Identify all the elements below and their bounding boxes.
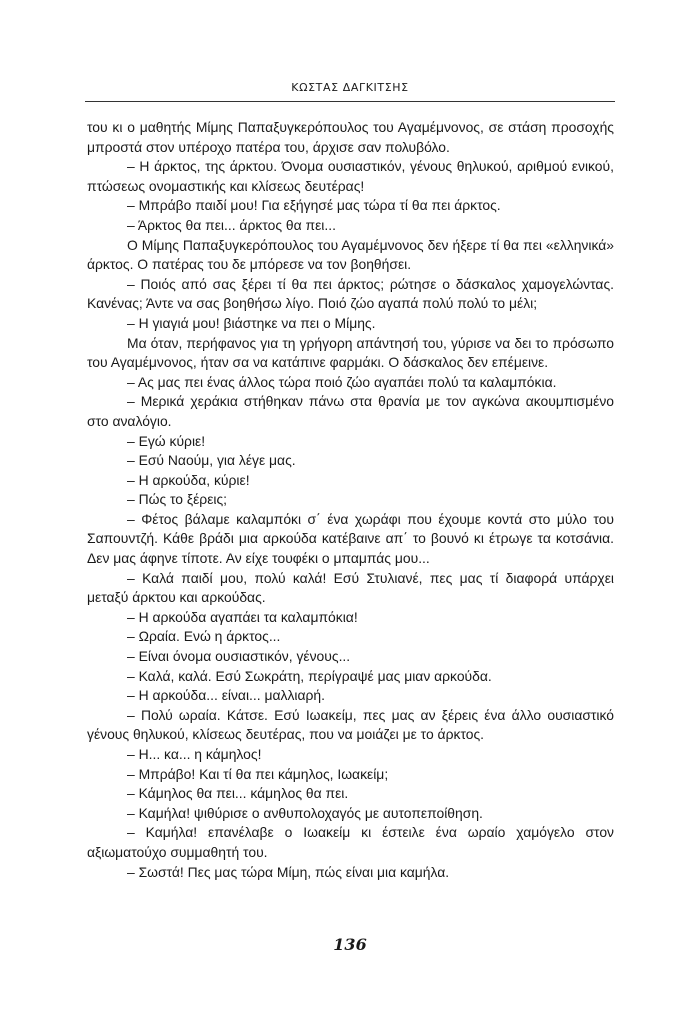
- paragraph: – Είναι όνομα ουσιαστικόν, γένους...: [127, 648, 351, 665]
- paragraph: – Άρκτος θα πει... άρκτος θα πει...: [127, 216, 336, 233]
- paragraph: – Εγώ κύριε!: [127, 432, 206, 449]
- paragraph: – Πολύ ωραία. Κάτσε. Εσύ Ιωακείμ, πες μας αν ξέρεις ένα άλλο ουσιαστικό γένους θηλυκού, κλίσεως δευτέρας, που να μοιάζει με το άρκτος.: [87, 706, 614, 743]
- paragraph: – Καλά, καλά. Εσύ Σωκράτη, περίγραψέ μας μιαν αρκούδα.: [127, 667, 492, 684]
- paragraph: – Ας μας πει ένας άλλος τώρα ποιό ζώο αγαπάει πολύ τα καλαμπόκια.: [127, 373, 557, 390]
- header-rule: [85, 101, 615, 102]
- paragraph: – Μπράβο! Και τί θα πει κάμηλος, Ιωακείμ;: [127, 765, 389, 782]
- paragraph: – Ποιός από σας ξέρει τί θα πει άρκτος; ρώτησε ο δάσκαλος χαμογελώντας. Κανένας; Άντε να σας βοηθήσω λίγο. Ποιό ζώο αγαπά πολύ πολύ το μέλι;: [87, 275, 614, 312]
- paragraph: – Μερικά χεράκια στήθηκαν πάνω στα θρανία με τον αγκώνα ακουμπισμένο στο αναλόγιο.: [87, 393, 614, 429]
- paragraph: – Καλά παιδί μου, πολύ καλά! Εσύ Στυλιανέ, πες μας τί διαφορά υπάρχει μεταξύ άρκτου και αρκούδας.: [87, 569, 614, 606]
- paragraph: – Ωραία. Ενώ η άρκτος...: [127, 628, 281, 645]
- paragraph: – Πώς το ξέρεις;: [127, 491, 228, 508]
- paragraph: – Καμήλα! ψιθύρισε ο ανθυπολοχαγός με αυτοπεποίθηση.: [127, 804, 483, 821]
- paragraph: – Η αρκούδα... είναι... μαλλιαρή.: [127, 687, 326, 704]
- paragraph: – Μπράβο παιδί μου! Για εξήγησέ μας τώρα τί θα πει άρκτος.: [127, 197, 501, 214]
- paragraph: – Σωστά! Πες μας τώρα Μίμη, πώς είναι μια καμήλα.: [127, 863, 450, 880]
- paragraph: – Κάμηλος θα πει... κάμηλος θα πει.: [127, 785, 349, 802]
- body-text: [87, 118, 614, 882]
- paragraph: – Η αρκούδα αγαπάει τα καλαμπόκια!: [127, 608, 358, 625]
- page-number: 136: [333, 935, 367, 954]
- paragraph: – Φέτος βάλαμε καλαμπόκι σ΄ ένα χωράφι που έχουμε κοντά στο μύλο του Σαπουντζή. Κάθε βράδι μια αρκούδα κατέβαινε απ΄ το βουνό κι έτρωγε τα κοτσάνια. Δεν μας άφηνε τίποτε. Αν είχε τουφέκι ο μπαμπάς μου...: [87, 510, 614, 567]
- paragraph: – Η γιαγιά μου! βιάστηκε να πει ο Μίμης.: [127, 314, 376, 331]
- paragraph: – Η άρκτος, της άρκτου. Όνομα ουσιαστικόν, γένους θηλυκού, αριθμού ενικού, πτώσεως ονομαστικής και κλίσεως δευτέρας!: [87, 158, 614, 194]
- paragraph: του κι ο μαθητής Μίμης Παπαξυγκερόπουλος του Αγαμέμνονος, σε στάση προσοχής μπροστά στον υπέροχο πατέρα του, άρχισε σαν πολυβόλο.: [87, 119, 614, 155]
- paragraph: – Η... κα... η κάμηλος!: [127, 746, 262, 762]
- paragraph: Ο Μίμης Παπαξυγκερόπουλος του Αγαμέμνονος δεν ήξερε τί θα πει «ελληνικά» άρκτος. Ο πατέρας του δε μπόρεσε να τον βοηθήσει.: [87, 236, 614, 273]
- paragraph: – Η αρκούδα, κύριε!: [127, 471, 250, 488]
- paragraph: Μα όταν, περήφανος για τη γρήγορη απάντησή του, γύρισε να δει το πρόσωπο του Αγαμέμνονος, ήταν σα να κατάπινε φαρμάκι. Ο δάσκαλος δεν επέμεινε.: [87, 334, 614, 371]
- paragraph: – Εσύ Ναούμ, για λέγε μας.: [127, 452, 296, 469]
- running-head: ΚΩΣΤΑΣ ΔΑΓΚΙΤΣΗΣ: [291, 81, 409, 94]
- paragraph: – Καμήλα! επανέλαβε ο Ιωακείμ κι έστειλε ένα ωραίο χαμόγελο στον αξιωματούχο συμμαθητή του.: [87, 824, 614, 860]
